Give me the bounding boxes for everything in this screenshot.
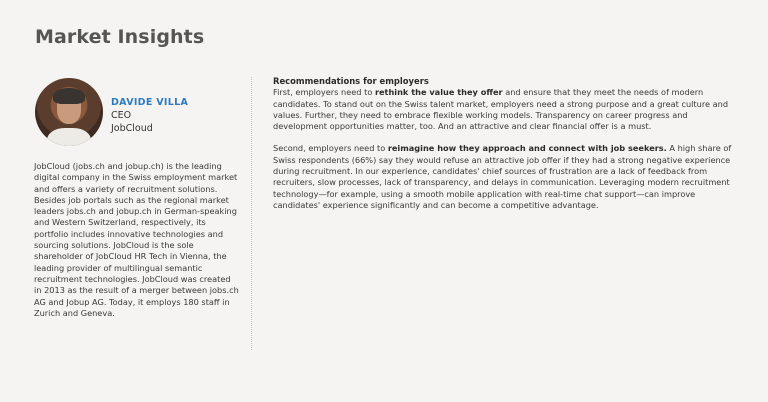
recommendations-section [273,76,743,222]
dotted-divider [251,77,252,350]
person-role: CEO [111,110,132,121]
p1-pre: First, employers need to [273,87,375,98]
recommendation-paragraph-1 [273,87,743,132]
p1-emphasis: rethink the value they offer [374,87,503,98]
recommendations-heading: Recommendations for employers [273,76,429,86]
person-name: DAVIDE VILLA [111,97,189,108]
p1-post: and ensure that they meet the needs of modern candidates. To stand out on the Swiss talent market, employers need a strong purpose and a great culture and values. Further, they need to embrace flexible working models. Transparency on career progress and development opportunities matter, too. And an attractive and clear financial offer is a must. [273,87,729,132]
company-description: JobCloud (jobs.ch and jobup.ch) is the leading digital company in the Swiss employment market and offers a variety of recruitment solutions. Besides job portals such as the regional market leaders jobs.ch and jobup.ch in German-speaking and Western Switzerland, respectively, its portfolio includes innovative technologies and sourcing solutions. JobCloud is the sole shareholder of JobCloud HR Tech in Vienna, the leading provider of multilingual semantic recruitment technologies. JobCloud was created in 2013 as the result of a merger between jobs.ch AG and Jobup AG. Today, it employs 180 staff in Zurich and Geneva. [34,161,239,318]
person-company: JobCloud [111,123,153,134]
recommendation-paragraph-2 [273,143,743,211]
p2-post: A high share of Swiss respondents (66%) say they would refuse an attractive job offer if they had a strong negative experience during recruitment. In our experience, candidates' chief sources of frustration are a lack of feedback from recruiters, slow processes, lack of transparency, and delays in communication. Leveraging modern recruitment technology—for example, using a smooth mobile application with real-time chat support—can improve candidates' experience significantly and can become a competitive advantage. [273,143,732,210]
avatar-hair [53,88,85,104]
p2-emphasis: reimagine how they approach and connect with job seekers. [387,143,667,154]
p2-pre: Second, employers need to [273,143,388,154]
person-info [111,96,188,135]
avatar-shirt [47,128,91,146]
avatar [35,78,103,146]
page-title: Market Insights [35,26,205,48]
